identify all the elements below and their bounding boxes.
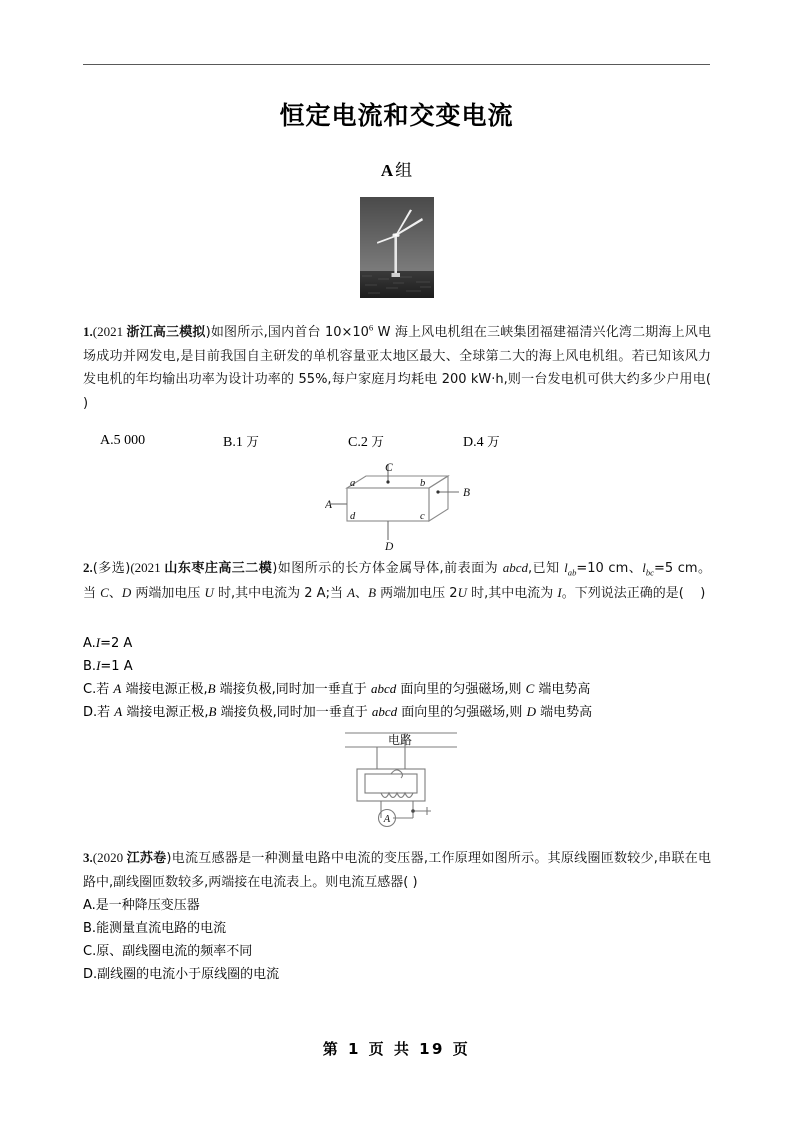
question-1-source-suffix: ) [205,325,211,340]
q2-term-C: C [100,584,109,600]
current-transformer-diagram [305,727,495,837]
question-2-source-prefix: (2021 [130,560,165,575]
question-1-option-b[interactable] [223,432,259,451]
question-3-source-prefix: (2020 [92,850,127,865]
cuboid-label-D: D [385,541,394,552]
option-key: D. [83,705,98,720]
question-3-number: 3. [83,850,93,865]
q2-sym-I: I [557,584,562,600]
cuboid-conductor-diagram [325,462,525,552]
option-value: 5 000 [113,433,146,448]
q2-term-B: B [368,584,377,600]
question-3-source: 江苏卷 [126,851,167,866]
option-unit: 万 [487,434,500,449]
page-title: 恒定电流和交变电流 [279,101,514,130]
question-1-source-prefix: (2021 [92,324,127,339]
question-2-option-c[interactable]: C.若 A 端接电源正极,B 端接负极,同时加一垂直于 abcd 面向里的匀强磁场,则 C 端电势高 [83,681,591,697]
q2-sym-lab: $l_{ab}$ [564,560,577,578]
question-1-option-d[interactable] [463,432,500,451]
cuboid-vertex-b: b [420,478,426,489]
question-1-exponent: 6 [368,322,374,333]
question-1-number: 1. [83,324,93,339]
opt-d-term-A: A [114,704,123,719]
ammeter-label: A [383,814,391,825]
option-key: A. [83,636,96,651]
page-footer: 第 1 页 共 19 页 [322,1040,471,1058]
question-2-option-d[interactable]: D.若 A 端接电源正极,B 端接负极,同时加一垂直于 abcd 面向里的匀强磁场,则 D 端电势高 [83,704,593,720]
question-3-text [83,846,711,894]
option-key: C. [348,435,361,450]
question-3-option-a[interactable] [83,894,711,918]
cuboid-label-B: B [463,487,471,499]
option-value: 4 [476,435,488,450]
question-2-source-suffix: ) [272,561,278,576]
option-key: B. [83,921,97,936]
option-key: C. [83,944,97,959]
opt-c-term-A: A [113,681,122,696]
question-2-source: 山东枣庄高三二模 [164,561,273,576]
cuboid-label-C: C [385,462,393,474]
option-key: D. [463,435,477,450]
opt-d-term-B: B [208,704,217,719]
question-3-body: 电流互感器是一种测量电路中电流的变压器,工作原理如图所示。其原线圈匝数较少,串联在电路中,副线圈匝数较多,两端接在电流表上。则电流互感器( ) [83,851,711,890]
question-1-option-a[interactable] [100,432,145,449]
q2-sym-lbc: $l_{bc}$ [642,560,654,578]
question-1-text [83,320,711,415]
option-key: A. [100,433,114,448]
q2-term-A: A [347,584,356,600]
option-symbol: I [96,658,101,673]
option-key: C. [83,682,97,697]
option-key: D. [83,967,98,982]
question-2-option-b[interactable]: B.I=1 A [83,658,133,674]
opt-c-term-C: C [525,681,535,696]
wind-turbine-photo [360,197,434,298]
q2-term-D: D [121,584,132,600]
option-key: B. [83,659,97,674]
question-3-option-d[interactable] [83,963,711,987]
option-symbol: I [95,635,101,650]
section-label-suffix: 组 [395,161,413,181]
option-key: B. [223,435,236,450]
option-text: 副线圈的电流小于原线圈的电流 [97,967,280,982]
question-2-multi-tag: (多选) [92,561,131,576]
question-3-source-suffix: ) [166,851,172,866]
question-2-text: 2.(多选)(2021 山东枣庄高三二模)如图所示的长方体金属导体,前表面为 abcd,已知 $l_{ab}=10$ cm、$l_{bc}=5$ cm。当 C、D 两端加电压 U 时,其中电流为 2 A;当 A、B 两端加电压 2U 时,其中电流为 I。下列说法正确的是( ) [83,560,712,601]
question-1-source: 浙江高三模拟 [126,325,206,340]
cuboid-vertex-c: c [420,511,425,522]
option-text: 是一种降压变压器 [95,898,200,913]
question-3-option-c[interactable] [83,940,711,964]
option-unit: 万 [246,434,259,449]
question-1-body-part2: W 海上风电机组在三峡集团福建福清兴化湾二期海上风电场成功并网发电,是目前我国自主研发的单机容量亚太地区最大、全球第二大的海上风电机组。若已知该风力发电机的年均输出功率为设计功率的 55%,每户家庭月均耗电 200 kW·h,则一台发电机可供大约多少户用电( ) [83,325,711,411]
section-label [0,156,793,181]
opt-c-face: abcd [370,681,397,696]
header-divider [83,64,710,65]
opt-d-term-D: D [526,704,536,719]
q2-sym-U: U [204,584,214,600]
option-unit: 万 [371,434,384,449]
cuboid-vertex-d: d [350,511,356,522]
cuboid-vertex-a: a [350,478,356,489]
option-value: 2 [360,435,372,450]
opt-d-face: abcd [371,704,398,719]
opt-c-term-B: B [207,681,216,696]
question-3-option-b[interactable] [83,917,711,941]
question-1-option-c[interactable] [348,432,384,451]
option-text: 原、副线圈电流的频率不同 [96,944,253,959]
cuboid-label-A: A [325,499,333,511]
question-1-body-part1: 如图所示,国内首台 10×10 [210,325,369,340]
option-key: A. [83,898,96,913]
option-value: 1 [235,435,247,450]
section-label-letter: A [380,161,394,180]
question-2-number: 2. [83,560,93,575]
q2-sym-2U: U [457,584,467,600]
question-2-option-a[interactable]: A.I=2 A [83,635,133,651]
option-text: 能测量直流电路的电流 [96,921,227,936]
q2-face-abcd: abcd [502,560,528,575]
circuit-label: 电路 [387,733,413,747]
